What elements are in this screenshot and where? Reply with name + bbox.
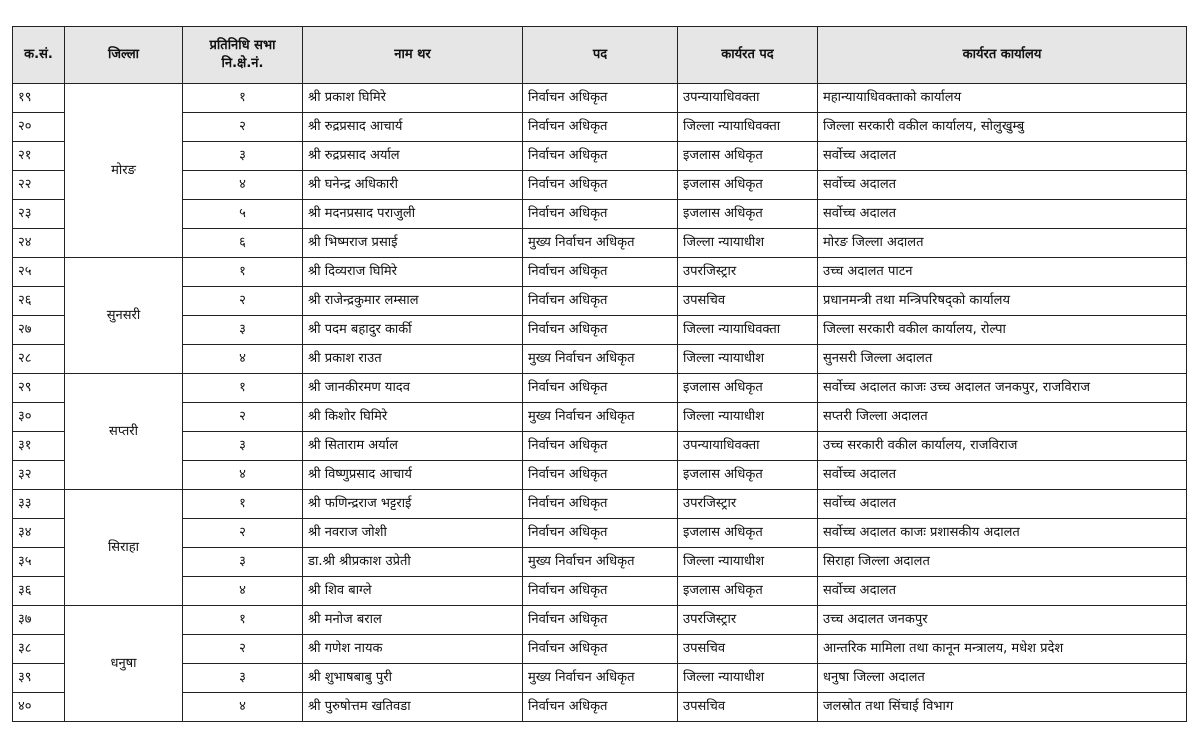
constituency-cell: १	[183, 84, 303, 113]
working-office-cell: जिल्ला सरकारी वकील कार्यालय, रोल्पा	[818, 316, 1187, 345]
serial-number-cell: २७	[13, 316, 65, 345]
constituency-cell: ३	[183, 432, 303, 461]
serial-number-cell: २३	[13, 200, 65, 229]
post-cell: निर्वाचन अधिकृत	[523, 519, 678, 548]
serial-number-cell: ३२	[13, 461, 65, 490]
working-post-cell: उपरजिस्ट्रार	[678, 258, 818, 287]
post-cell: निर्वाचन अधिकृत	[523, 490, 678, 519]
working-post-cell: उपरजिस्ट्रार	[678, 490, 818, 519]
name-cell: श्री जानकीरमण यादव	[303, 374, 523, 403]
table-row	[13, 374, 1187, 403]
post-cell: निर्वाचन अधिकृत	[523, 287, 678, 316]
working-office-cell: प्रधानमन्त्री तथा मन्त्रिपरिषद्को कार्यालय	[818, 287, 1187, 316]
header-name: नाम थर	[303, 27, 523, 84]
district-cell: मोरङ	[65, 84, 183, 258]
serial-number-cell: ३५	[13, 548, 65, 577]
working-office-cell: उच्च अदालत जनकपुर	[818, 606, 1187, 635]
working-post-cell: उपन्यायाधिवक्ता	[678, 84, 818, 113]
table-row	[13, 287, 1187, 316]
working-office-cell: सुनसरी जिल्ला अदालत	[818, 345, 1187, 374]
name-cell: श्री प्रकाश राउत	[303, 345, 523, 374]
name-cell: श्री मनोज बराल	[303, 606, 523, 635]
constituency-cell: २	[183, 287, 303, 316]
constituency-cell: २	[183, 519, 303, 548]
table-row	[13, 432, 1187, 461]
name-cell: श्री विष्णुप्रसाद आचार्य	[303, 461, 523, 490]
table-row	[13, 142, 1187, 171]
table-row	[13, 519, 1187, 548]
name-cell: श्री प्रकाश घिमिरे	[303, 84, 523, 113]
name-cell: श्री रुद्रप्रसाद आचार्य	[303, 113, 523, 142]
name-cell: डा.श्री श्रीप्रकाश उप्रेती	[303, 548, 523, 577]
constituency-cell: ३	[183, 548, 303, 577]
working-post-cell: इजलास अधिकृत	[678, 200, 818, 229]
working-office-cell: धनुषा जिल्ला अदालत	[818, 664, 1187, 693]
working-office-cell: सर्वोच्च अदालत	[818, 577, 1187, 606]
working-post-cell: जिल्ला न्यायाधीश	[678, 403, 818, 432]
working-post-cell: जिल्ला न्यायाधीश	[678, 548, 818, 577]
serial-number-cell: ४०	[13, 693, 65, 722]
district-cell: सप्तरी	[65, 374, 183, 490]
serial-number-cell: २९	[13, 374, 65, 403]
serial-number-cell: २५	[13, 258, 65, 287]
serial-number-cell: ३०	[13, 403, 65, 432]
constituency-cell: २	[183, 635, 303, 664]
constituency-cell: ३	[183, 142, 303, 171]
post-cell: निर्वाचन अधिकृत	[523, 258, 678, 287]
name-cell: श्री नवराज जोशी	[303, 519, 523, 548]
working-post-cell: जिल्ला न्यायाधीश	[678, 229, 818, 258]
table-row	[13, 461, 1187, 490]
serial-number-cell: ३९	[13, 664, 65, 693]
post-cell: निर्वाचन अधिकृत	[523, 693, 678, 722]
header-district: जिल्ला	[65, 27, 183, 84]
working-post-cell: उपन्यायाधिवक्ता	[678, 432, 818, 461]
working-post-cell: इजलास अधिकृत	[678, 577, 818, 606]
working-post-cell: इजलास अधिकृत	[678, 142, 818, 171]
constituency-cell: ४	[183, 461, 303, 490]
post-cell: निर्वाचन अधिकृत	[523, 635, 678, 664]
district-cell: सुनसरी	[65, 258, 183, 374]
post-cell: निर्वाचन अधिकृत	[523, 200, 678, 229]
name-cell: श्री दिव्यराज घिमिरे	[303, 258, 523, 287]
working-office-cell: सर्वोच्च अदालत काजः प्रशासकीय अदालत	[818, 519, 1187, 548]
name-cell: श्री राजेन्द्रकुमार लम्साल	[303, 287, 523, 316]
table-body	[13, 84, 1187, 722]
header-constituency	[183, 27, 303, 84]
header-working-post: कार्यरत पद	[678, 27, 818, 84]
header-constituency-line2: नि.क्षे.नं.	[221, 56, 264, 71]
post-cell: मुख्य निर्वाचन अधिकृत	[523, 664, 678, 693]
district-cell: धनुषा	[65, 606, 183, 722]
working-post-cell: इजलास अधिकृत	[678, 171, 818, 200]
district-cell: सिराहा	[65, 490, 183, 606]
working-office-cell: जिल्ला सरकारी वकील कार्यालय, सोलुखुम्बु	[818, 113, 1187, 142]
constituency-cell: ६	[183, 229, 303, 258]
table-row	[13, 548, 1187, 577]
constituency-cell: ३	[183, 664, 303, 693]
working-office-cell: सर्वोच्च अदालत	[818, 490, 1187, 519]
post-cell: निर्वाचन अधिकृत	[523, 142, 678, 171]
header-post: पद	[523, 27, 678, 84]
working-office-cell: उच्च अदालत पाटन	[818, 258, 1187, 287]
working-post-cell: जिल्ला न्यायाधिवक्ता	[678, 316, 818, 345]
working-office-cell: सप्तरी जिल्ला अदालत	[818, 403, 1187, 432]
working-post-cell: जिल्ला न्यायाधिवक्ता	[678, 113, 818, 142]
serial-number-cell: ३६	[13, 577, 65, 606]
constituency-cell: ५	[183, 200, 303, 229]
constituency-cell: १	[183, 606, 303, 635]
serial-number-cell: ३१	[13, 432, 65, 461]
working-office-cell: सर्वोच्च अदालत	[818, 171, 1187, 200]
working-post-cell: इजलास अधिकृत	[678, 374, 818, 403]
constituency-cell: २	[183, 403, 303, 432]
constituency-cell: १	[183, 490, 303, 519]
header-working-office: कार्यरत कार्यालय	[818, 27, 1187, 84]
table-row	[13, 606, 1187, 635]
name-cell: श्री शुभाषबाबु पुरी	[303, 664, 523, 693]
post-cell: निर्वाचन अधिकृत	[523, 374, 678, 403]
table-row	[13, 403, 1187, 432]
working-office-cell: सिराहा जिल्ला अदालत	[818, 548, 1187, 577]
table-row	[13, 229, 1187, 258]
serial-number-cell: २२	[13, 171, 65, 200]
table-row	[13, 171, 1187, 200]
constituency-cell: १	[183, 258, 303, 287]
table-row	[13, 316, 1187, 345]
name-cell: श्री सिताराम अर्याल	[303, 432, 523, 461]
name-cell: श्री रुद्रप्रसाद अर्याल	[303, 142, 523, 171]
name-cell: श्री पुरुषोत्तम खतिवडा	[303, 693, 523, 722]
working-post-cell: जिल्ला न्यायाधीश	[678, 664, 818, 693]
post-cell: निर्वाचन अधिकृत	[523, 171, 678, 200]
table-row	[13, 113, 1187, 142]
serial-number-cell: २०	[13, 113, 65, 142]
serial-number-cell: ३४	[13, 519, 65, 548]
working-office-cell: मोरङ जिल्ला अदालत	[818, 229, 1187, 258]
table-header	[13, 27, 1187, 84]
post-cell: निर्वाचन अधिकृत	[523, 84, 678, 113]
constituency-cell: १	[183, 374, 303, 403]
table-row	[13, 635, 1187, 664]
post-cell: मुख्य निर्वाचन अधिकृत	[523, 345, 678, 374]
serial-number-cell: ३३	[13, 490, 65, 519]
working-office-cell: सर्वोच्च अदालत	[818, 142, 1187, 171]
working-post-cell: इजलास अधिकृत	[678, 461, 818, 490]
name-cell: श्री किशोर घिमिरे	[303, 403, 523, 432]
header-sn: क.सं.	[13, 27, 65, 84]
serial-number-cell: २८	[13, 345, 65, 374]
post-cell: मुख्य निर्वाचन अधिकृत	[523, 229, 678, 258]
constituency-cell: २	[183, 113, 303, 142]
name-cell: श्री गणेश नायक	[303, 635, 523, 664]
table-row	[13, 693, 1187, 722]
officers-table	[12, 26, 1187, 722]
table-row	[13, 664, 1187, 693]
header-constituency-line1: प्रतिनिधि सभा	[209, 38, 276, 53]
post-cell: निर्वाचन अधिकृत	[523, 577, 678, 606]
constituency-cell: ३	[183, 316, 303, 345]
working-post-cell: उपसचिव	[678, 635, 818, 664]
table-row	[13, 577, 1187, 606]
serial-number-cell: २६	[13, 287, 65, 316]
serial-number-cell: १९	[13, 84, 65, 113]
serial-number-cell: २१	[13, 142, 65, 171]
name-cell: श्री शिव बाग्ले	[303, 577, 523, 606]
working-office-cell: सर्वोच्च अदालत	[818, 461, 1187, 490]
post-cell: निर्वाचन अधिकृत	[523, 432, 678, 461]
name-cell: श्री मदनप्रसाद पराजुली	[303, 200, 523, 229]
table-row	[13, 258, 1187, 287]
working-office-cell: आन्तरिक मामिला तथा कानून मन्त्रालय, मधेश प्रदेश	[818, 635, 1187, 664]
working-post-cell: उपसचिव	[678, 693, 818, 722]
post-cell: मुख्य निर्वाचन अधिकृत	[523, 403, 678, 432]
serial-number-cell: ३७	[13, 606, 65, 635]
constituency-cell: ४	[183, 577, 303, 606]
constituency-cell: ४	[183, 345, 303, 374]
working-post-cell: जिल्ला न्यायाधीश	[678, 345, 818, 374]
table-row	[13, 345, 1187, 374]
post-cell: निर्वाचन अधिकृत	[523, 606, 678, 635]
post-cell: निर्वाचन अधिकृत	[523, 316, 678, 345]
working-office-cell: महान्यायाधिवक्ताको कार्यालय	[818, 84, 1187, 113]
name-cell: श्री भिष्मराज प्रसाई	[303, 229, 523, 258]
working-office-cell: उच्च सरकारी वकील कार्यालय, राजविराज	[818, 432, 1187, 461]
name-cell: श्री घनेन्द्र अधिकारी	[303, 171, 523, 200]
serial-number-cell: ३८	[13, 635, 65, 664]
working-office-cell: सर्वोच्च अदालत	[818, 200, 1187, 229]
name-cell: श्री फणिन्द्रराज भट्टराई	[303, 490, 523, 519]
working-post-cell: उपरजिस्ट्रार	[678, 606, 818, 635]
working-office-cell: सर्वोच्च अदालत काजः उच्च अदालत जनकपुर, राजविराज	[818, 374, 1187, 403]
table-row	[13, 200, 1187, 229]
constituency-cell: ४	[183, 693, 303, 722]
table-row	[13, 490, 1187, 519]
working-post-cell: इजलास अधिकृत	[678, 519, 818, 548]
post-cell: निर्वाचन अधिकृत	[523, 113, 678, 142]
table-row	[13, 84, 1187, 113]
working-post-cell: उपसचिव	[678, 287, 818, 316]
post-cell: मुख्य निर्वाचन अधिकृत	[523, 548, 678, 577]
name-cell: श्री पदम बहादुर कार्की	[303, 316, 523, 345]
constituency-cell: ४	[183, 171, 303, 200]
post-cell: निर्वाचन अधिकृत	[523, 461, 678, 490]
working-office-cell: जलस्रोत तथा सिंचाई विभाग	[818, 693, 1187, 722]
serial-number-cell: २४	[13, 229, 65, 258]
